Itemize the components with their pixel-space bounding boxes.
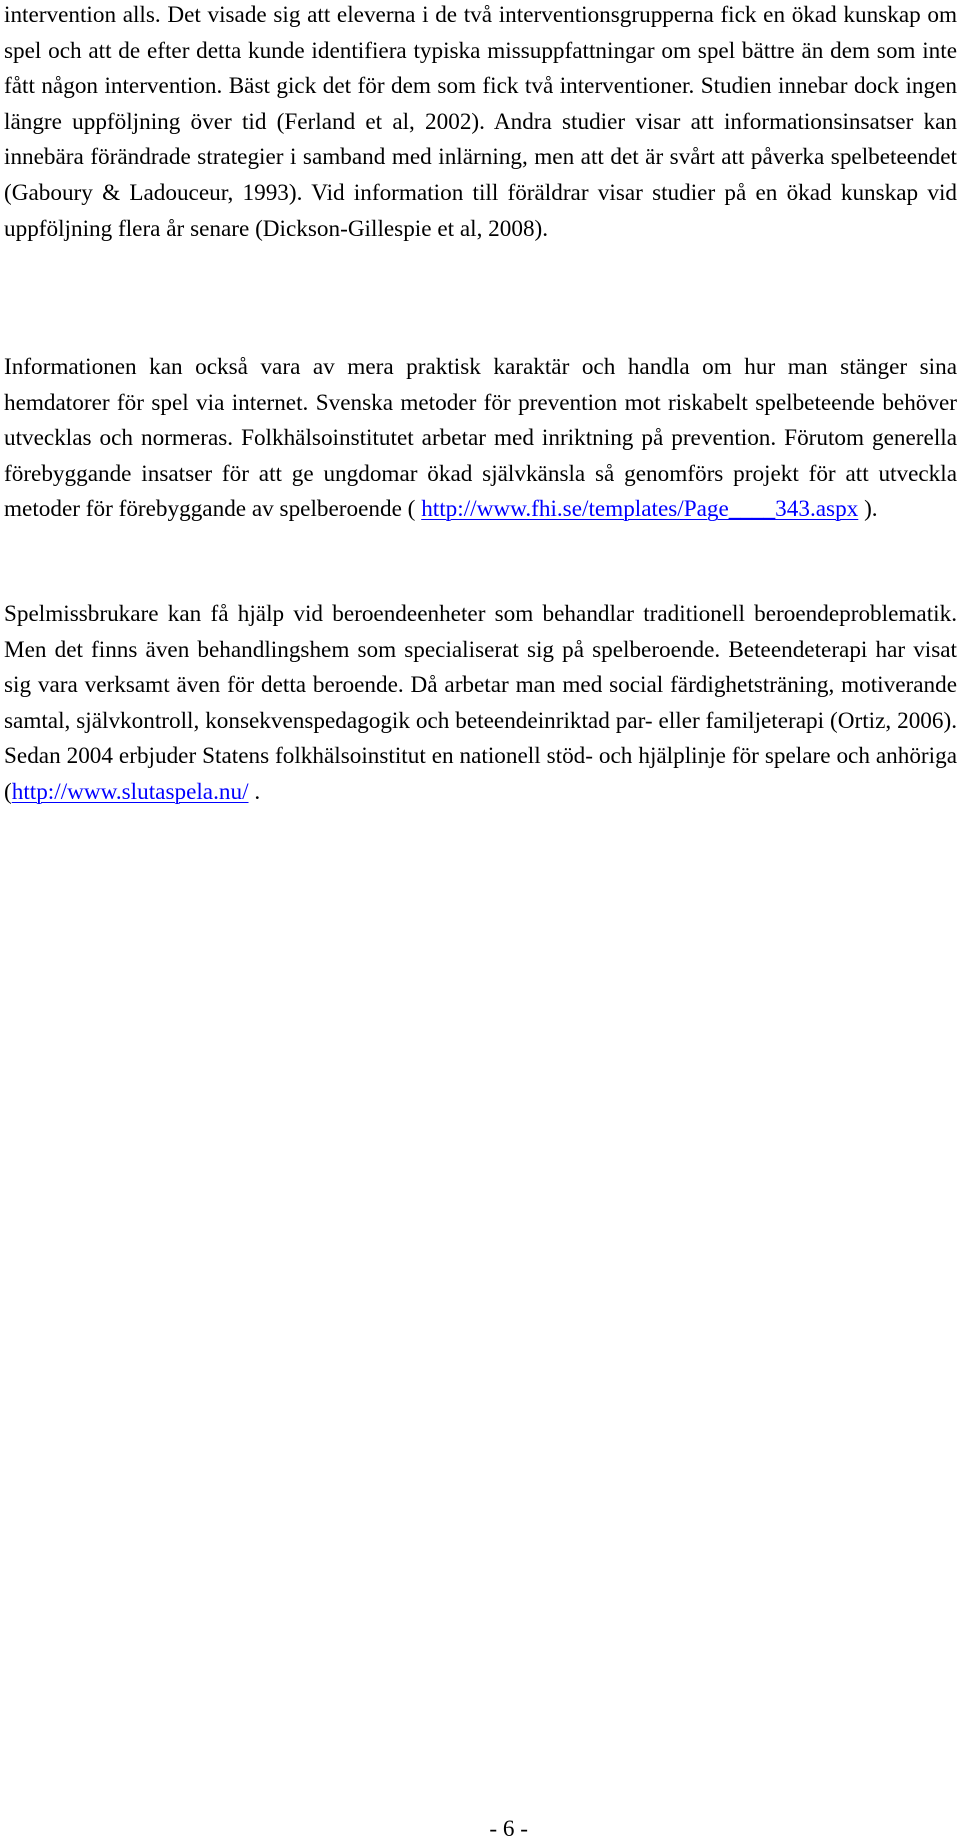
paragraph-text: Spelmissbrukare kan få hjälp vid beroendeenheter som behandlar traditionell beroendeproblematik. Men det finns även behandlingshem som specialiserat sig på spelberoende. Beteendeterapi har visat sig vara verksamt även för detta beroende. Då arbetar man med social färdighetsträning, motiverande samtal, självkontroll, konsekvenspedagogik och beteendeinriktad par- eller familjeterapi (Ortiz, 2006). Sedan 2004 erbjuder Statens folkhälsoinstitut en nationell stöd- och hjälplinje för spelare och anhöriga (	[4, 601, 957, 805]
paragraph-practical-information	[4, 350, 957, 528]
paragraph-treatment-help	[4, 597, 957, 811]
paragraph-text: Informationen kan också vara av mera praktisk karaktär och handla om hur man stänger sina hemdatorer för spel via internet. Svenska metoder för prevention mot riskabelt spelbeteende behöver utvecklas och normeras. Folkhälsoinstitutet arbetar med inriktning på prevention. Förutom generella förebyggande insatser för att ge ungdomar ökad självkänsla så genomförs projekt för att utveckla metoder för förebyggande av spelberoende (	[4, 354, 957, 523]
page-number-label: - 6 -	[489, 1816, 528, 1842]
paragraph-text-end: ).	[858, 496, 878, 523]
slutaspela-link[interactable]: http://www.slutaspela.nu/	[11, 778, 249, 805]
paragraph-text-end: .	[248, 778, 261, 805]
page-number	[0, 1814, 960, 1844]
paragraph-intervention-studies: intervention alls. Det visade sig att eleverna i de två interventionsgrupperna fick en ökad kunskap om spel och att de efter detta kunde identifiera typiska missuppfattningar om spel bättre än dem som inte fått någon intervention. Bäst gick det för dem som fick två interventioner. Studien innebar dock ingen längre uppföljning över tid (Ferland et al, 2002). Andra studier visar att informationsinsatser kan innebära förändrade strategier i samband med inlärning, men att det är svårt att påverka spelbeteendet (Gaboury & Ladouceur, 1993). Vid information till föräldrar visar studier på en ökad kunskap vid uppföljning flera år senare (Dickson-Gillespie et al, 2008).	[4, 2, 957, 242]
fhi-link[interactable]: http://www.fhi.se/templates/Page____343.aspx	[421, 496, 859, 523]
